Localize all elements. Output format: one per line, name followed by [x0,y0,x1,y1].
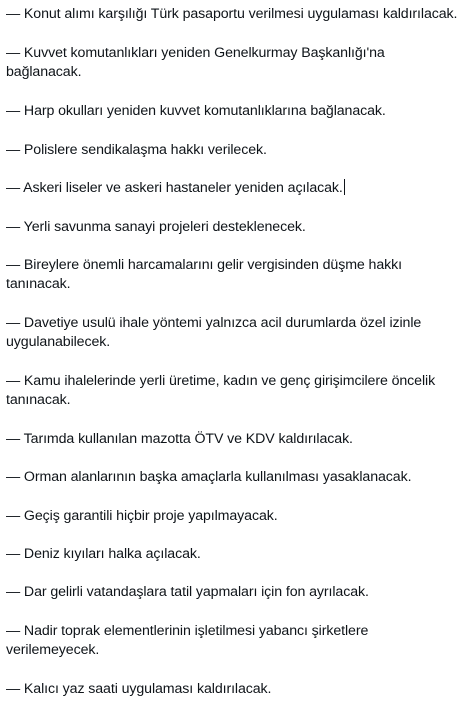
list-item: — Kuvvet komutanlıkları yeniden Genelkurmay Başkanlığı'na bağlanacak. [6,45,385,80]
list-item: — Tarımda kullanılan mazotta ÖTV ve KDV kaldırılacak. [6,431,353,447]
list-item: — Bireylere önemli harcamalarını gelir vergisinden düşme hakkı tanınacak. [6,257,402,292]
list-item: — Davetiye usulü ihale yöntemi yalnızca acil durumlarda özel izinle uygulanabilecek. [6,315,422,350]
list-item: — Kalıcı yaz saati uygulaması kaldırılacak. [6,681,272,697]
list-item: — Deniz kıyıları halka açılacak. [6,546,201,562]
list-item [6,179,462,198]
list-item: — Nadir toprak elementlerinin işletilmesi yabancı şirketlere verilemeyecek. [6,623,369,658]
text-cursor [344,179,345,195]
list-item: — Yerli savunma sanayi projeleri desteklenecek. [6,219,306,235]
list-item: — Polislere sendikalaşma hakkı verilecek. [6,142,267,158]
list-item: — Harp okulları yeniden kuvvet komutanlıklarına bağlanacak. [6,103,386,119]
list-item: — Dar gelirli vatandaşlara tatil yapmaları için fon ayrılacak. [6,584,369,600]
list-item-text: — Askeri liseler ve askeri hastaneler yeniden açılacak. [6,180,343,196]
list-item: — Konut alımı karşılığı Türk pasaportu verilmesi uygulaması kaldırılacak. [6,6,458,22]
list-item: — Orman alanlarının başka amaçlarla kullanılması yasaklanacak. [6,469,412,485]
list-item: — Geçiş garantili hiçbir proje yapılmayacak. [6,508,278,524]
list-item: — Kamu ihalelerinde yerli üretime, kadın ve genç girişimcilere öncelik tanınacak. [6,373,436,408]
